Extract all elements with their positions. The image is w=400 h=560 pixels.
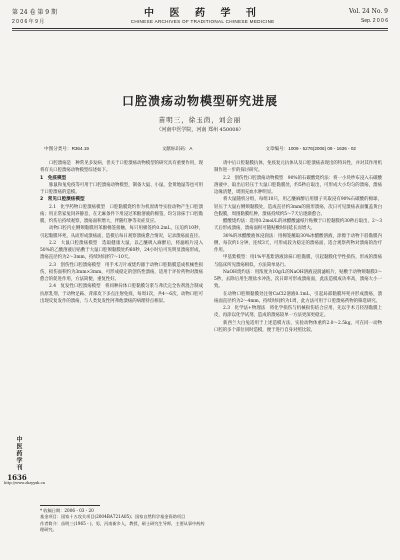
section-heading: 1 免疫模型	[40, 175, 67, 181]
body-paragraph: 新西兰大白兔适用于上述造模方法，实验动物体重约2.0～2.5kg，可在同一动物口腔的多个部位同时造模，便于进行自身对照比较。	[214, 320, 382, 333]
header-rule	[12, 28, 388, 29]
margin-journal-label: 中医药学刊	[15, 436, 22, 471]
body-paragraph: NaOH烧灼法：用浓度为10g/L的NaOH溶液浸润滤纸片，贴敷于动物颊黏膜3～5秒，去除后用生理盐水冲洗，次日即可形成溃疡面，此法造模成功率高，溃疡大小一致。	[214, 269, 382, 290]
footnotes	[40, 508, 205, 534]
body-paragraph: 30%的冰醋酸液体浸润法：用棉签蘸取30%冰醋酸溶液，涂擦于动物下唇黏膜内侧，每次约1分钟，连续3天，可形成较为稳定的溃疡面，适合观察药物对溃疡的治疗作用。	[214, 233, 382, 253]
document-code: 文献标识码：A	[161, 146, 193, 151]
footnote-author-bio: 作者简介：苗明三(1965 - )，男，河南新乡人，教授，硕士研究生导师，主要从事中药药理研究。	[40, 520, 205, 533]
body-paragraph: 2.2 创伤性口腔溃疡动物模型 90%的石碳酸烧灼法：将一小块纱布浸入石碳酸溶液中，取出后轻压于大鼠口腔黏膜处，约5秒后取出，可形成大小均匀的溃疡，溃疡边缘清楚，周围充血水肿明显。	[214, 175, 382, 195]
margin-url: http://www.zhzyyxk.cn	[4, 481, 45, 485]
date-cn: 2 0 0 6 年 9 月	[12, 18, 45, 25]
section-heading: 2 常见口腔溃疡模型	[40, 197, 85, 203]
body-paragraph: 请中后口腔黏膜抗体，免疫复元抗体从及口腔溃疡表现出的特异性，并对其作用机制作进一步的探讨研究。	[214, 161, 382, 174]
body-paragraph: 2.3 创伤性口腔溃疡模型 用手术刀片或烧灼器于动物口腔黏膜造成机械性损伤，损伤面积约为3mm×3mm，可形成稳定的创伤性溃疡，适用于评价药物对溃疡愈合的促进作用，方法简便，重复性好。	[40, 262, 203, 282]
body-paragraph: 甲基紫模型：用1%甲基紫溶液涂抹口腔黏膜，引起黏膜化学性损伤，形成的溃疡与临床所见溃疡相似，方法简单易行。	[214, 255, 382, 268]
volume-issue-en: Vol. 24 No. 9	[348, 8, 388, 15]
margin-tab	[4, 436, 45, 486]
body-paragraph: 动物口腔内左侧颊黏膜用苯酚棉签接触，每只用棉签约0.2mL，压迫约10秒，引起黏膜坏死，从而形成溃疡面，造模后每日观察溃疡愈合情况，记录溃疡面直径。	[40, 226, 203, 239]
journal-title-cn: 中 医 药 学 刊	[144, 8, 262, 19]
body-paragraph: 将大鼠随机分组，每组10只，用乙醚麻醉后用镊子夹取浸有90%石碳酸的棉球，轻压于大鼠右侧颊黏膜处，造成直径约3mm的圆形溃疡，次日可见溃疡表面覆盖黄白色假膜，周围黏膜红肿，溃疡持续约5～7天后逐渐愈合。	[214, 197, 382, 217]
footnote-received: * 收稿日期：2006 - 03 - 20	[40, 508, 94, 513]
body-paragraph: 2.4 复发性口腔溃疡模型 将同种异体口腔黏膜匀浆与弗氏完全佐剂混合制成抗原乳剂，于动物足跖、背部皮下多点注射免疫，每周1次，共4～6次，动物口腔可出现反复发作的溃疡，与人类复发性阿弗他溃疡的病理特点相似。	[40, 284, 203, 304]
article-metadata	[44, 146, 356, 152]
clc-number: 中图分类号：R364.19	[44, 146, 89, 151]
body-paragraph: 在动物口腔颊黏膜处注射CaCl2溶液0.1mL，引起局部黏膜坏死并形成溃疡，溃疡面直径约为2～4mm，持续时间约为1周，此方法可用于口腔溃疡药物的筛选研究。	[214, 291, 382, 304]
journal-title-en: CHINESE ARCHIVES OF TRADITIONAL CHINESE MEDICINE	[130, 18, 275, 24]
body-paragraph: 2.3 化学法+物理法 将化学损伤与机械损伤结合应用，先以手术刀轻刮黏膜上皮，再涂以化学试剂，造成的溃疡较单一方法更深更稳定。	[214, 306, 382, 319]
article-number: 文章编号：1009 - 5276(2006) 09 - 1636 - 02	[265, 146, 356, 151]
body-paragraph: 口腔溃疡是 种常见多发病，但关于口腔溃疡动物模型的研究具有重要作用，现将有关口腔溃疡动物模型综述如下。	[40, 161, 203, 174]
body-paragraph: 2.2 大鼠口腔溃疡模型 选取健康大鼠，以乙醚吸入麻醉后，将滤纸片浸入50%的乙酸溶液后贴敷于大鼠口腔颊黏膜处约60秒，24小时后可见明显溃疡形成，溃疡直径约为2～3mm，持续时间约7～10天。	[40, 240, 203, 261]
body-paragraph: 2.1 化学药物口腔溃疡模型 口腔黏膜烧灼作为机原诱导实验动物产生口腔溃疡；用正常家兔饲养静息，在无麻条件下用浸过苯酚溶液的棉签，均匀涂抹于口腔黏膜，灼伤后持续观察，溃疡面积增大，伴随红肿等炎症反应。	[40, 204, 203, 224]
left-text-column	[40, 160, 203, 490]
article-authors: 苗明三，徐玉茵，刘会丽	[158, 116, 242, 124]
footnote-fund: 基金项目：国家十五攻关项目(2004BA721A05)；国家自然科学基金资助项目	[40, 514, 186, 520]
author-affiliation: （河南中医学院，河南 郑州 450008）	[156, 127, 244, 133]
volume-issue-cn: 第 24 卷 第 9 期	[12, 9, 57, 16]
body-paragraph: 醋酸烧灼法：选用0.2mol/L的冰醋酸滤纸片贴敷于口腔黏膜约30秒后取出，2～3天后形成溃疡，溃疡面积可随贴敷时间延长而增大。	[214, 219, 382, 232]
date-en: Sep. 2 0 0 6	[361, 18, 388, 24]
footnote-rule	[40, 505, 100, 506]
article-title: 口腔溃疡动物模型研究进展	[121, 94, 278, 108]
running-header	[12, 6, 388, 36]
body-paragraph: 豚鼠和兔免疫等可用于口腔溃疡动物模型，制备大鼠、小鼠，金黄地鼠等也可用于口腔溃疡的造模。	[40, 182, 203, 195]
page-number: 1636	[7, 473, 27, 482]
right-text-column	[214, 160, 382, 548]
header-rule-thin	[12, 30, 388, 31]
